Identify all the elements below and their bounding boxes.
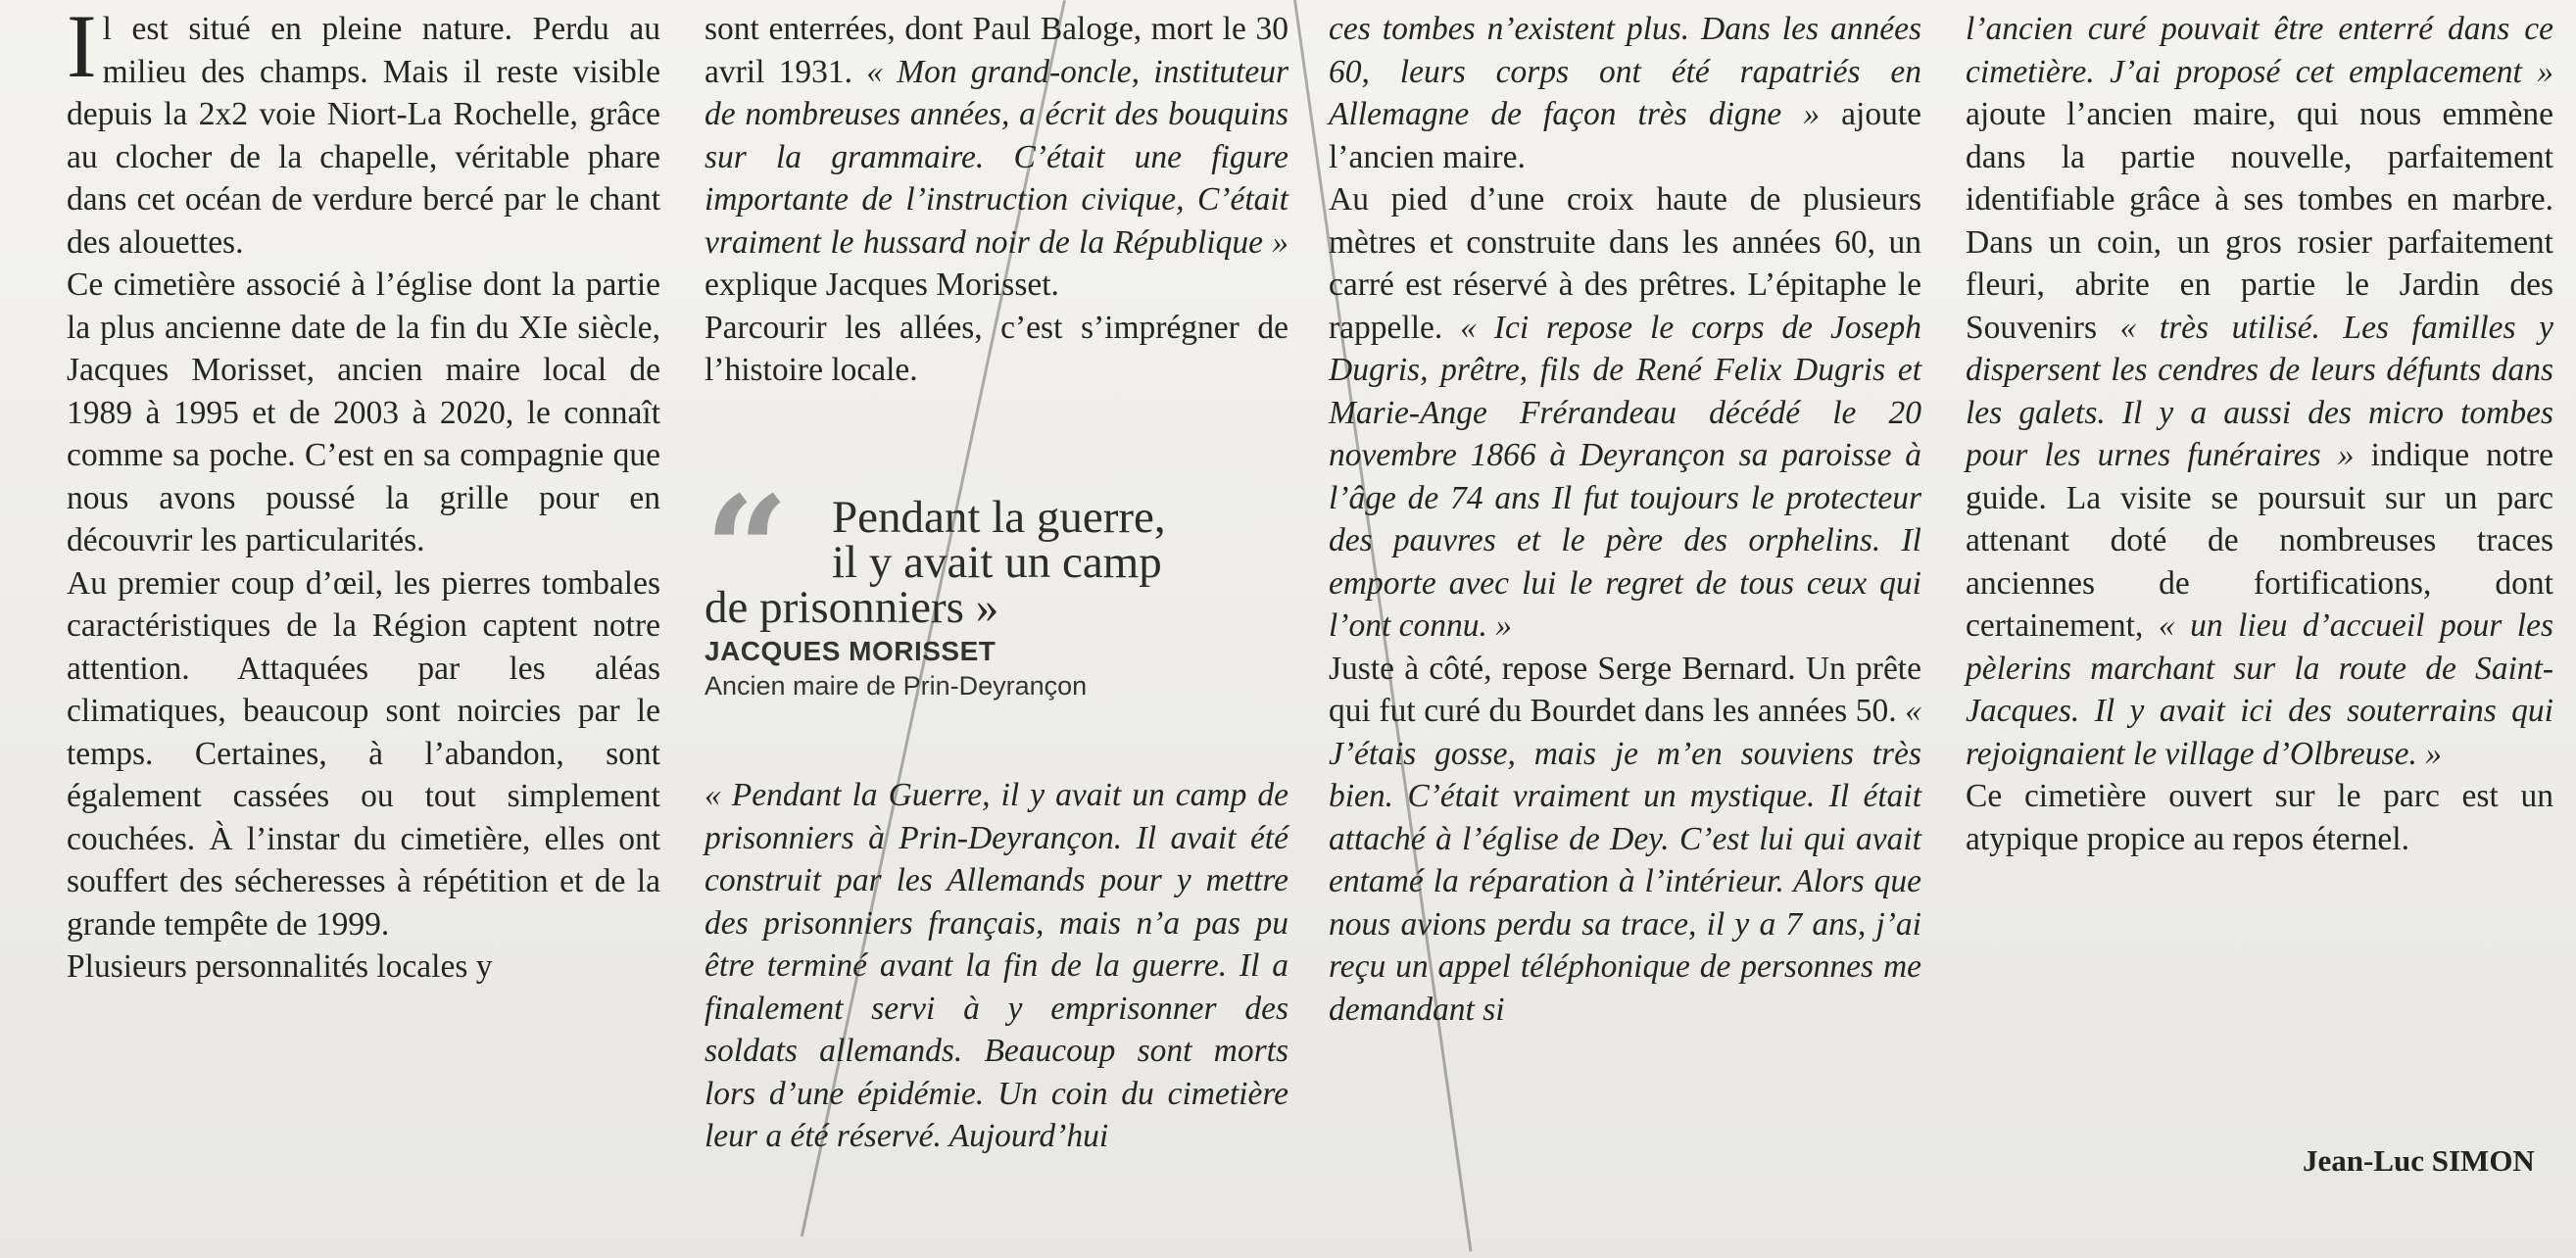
paragraph: Ce cimetière ouvert sur le parc est un atypique propice au repos éternel. xyxy=(1966,778,2553,857)
drop-cap: I xyxy=(67,0,97,96)
pull-quote-author: JACQUES MORISSET xyxy=(705,636,996,666)
paragraph: Au premier coup d’œil, les pierres tombales caractéristiques de la Région captent notre attention. Attaquées par les aléas climatiques, beaucoup sont noircies par le temps. Certaines, à l’abandon, sont également cassées ou tout simplement couchées. À l’instar du cimetière, elles ont souffert des sécheresses à répétition et de la grande tempête de 1999. xyxy=(67,564,660,943)
paragraph: Ce cimetière associé à l’église dont la partie la plus ancienne date de la fin du XIe siècle, Jacques Morisset, ancien maire local de 1989 à 1995 et de 2003 à 2020, le connaît comme sa poche. C’est en sa compagnie que nous avons poussé la grille pour en découvrir les particularités. xyxy=(67,266,660,558)
article-column-1 xyxy=(67,0,660,989)
paragraph: Au pied d’une croix haute de plusieurs mètres et construite dans les années 60, un carré est réservé à des prêtres. L’épitaphe le rappelle. « Ici repose le corps de Joseph Dugris, prêtre, fils de René Felix Dugris et Marie-Ange Frérandeau décédé le 20 novembre 1866 à Deyrançon sa paroisse à l’âge de 74 ans Il fut toujours le protecteur des pauvres et le père des orphelins. Il emporte avec lui le regret de tous ceux qui l’ont connu. » xyxy=(1329,181,1921,644)
paragraph: l’ancien curé pouvait être enterré dans ce cimetière. J’ai proposé cet emplacement » ajoute l’ancien maire, qui nous emmène dans la partie nouvelle, parfaitement identifiable grâce à ses tombes en marbre. Dans un coin, un gros rosier parfaitement fleuri, abrite en partie le Jardin des Souvenirs « très utilisé. Les familles y dispersent les cendres de leurs défunts dans les galets. Il y a aussi des micro tombes pour les urnes funéraires » indique notre guide. La visite se poursuit sur un parc attenant doté de nombreuses traces anciennes de fortifications, dont certainement, « un lieu d’accueil pour les pèlerins marchant sur la route de Saint-Jacques. Il y avait ici des souterrains qui rejoignaient le village d’Olbreuse. » xyxy=(1966,11,2553,772)
paragraph-intro: Il est situé en pleine nature. Perdu au milieu des champs. Mais il reste visible depuis la 2x2 voie Niort-La Rochelle, grâce au clocher de la chapelle, véritable phare dans cet océan de verdure bercé par le chant des alouettes. xyxy=(67,0,660,261)
quote-mark-icon: “ xyxy=(705,464,790,637)
author-signature: Jean-Luc SIMON xyxy=(2303,1143,2535,1178)
article-column-2-continued xyxy=(705,774,1288,1158)
article-column-2 xyxy=(705,8,1288,392)
pull-quote-text: Pendant la guerre, il y avait un camp de prisonniers » xyxy=(705,492,1166,633)
paragraph: Plusieurs personnalités locales y xyxy=(67,948,493,985)
paragraph: Juste à côté, repose Serge Bernard. Un prête qui fut curé du Bourdet dans les années 50. « J’étais gosse, mais je m’en souviens très bien. C’était vraiment un mystique. Il était attaché à l’église de Dey. C’est lui qui avait entamé la réparation à l’intérieur. Alors que nous avions perdu sa trace, il y a 7 ans, j’ai reçu un appel téléphonique de personnes me demandant si xyxy=(1329,650,1921,1028)
pull-quote xyxy=(705,464,1292,702)
paragraph: Parcourir les allées, c’est s’imprégner de l’histoire locale. xyxy=(705,309,1288,388)
paragraph: sont enterrées, dont Paul Baloge, mort le 30 avril 1931. « Mon grand-oncle, instituteur de nombreuses années, a écrit des bouquins sur la grammaire. C’était une figure importante de l’instruction civique, C’était vraiment le hussard noir de la République » explique Jacques Morisset. xyxy=(705,11,1289,303)
article-column-4 xyxy=(1966,8,2553,860)
paragraph: ces tombes n’existent plus. Dans les années 60, leurs corps ont été rapatriés en Allemagne de façon très digne » ajoute l’ancien maire. xyxy=(1329,11,1921,175)
pull-quote-role: Ancien maire de Prin-Deyrançon xyxy=(705,671,1088,701)
paragraph-quote: « Pendant la Guerre, il y avait un camp de prisonniers à Prin-Deyrançon. Il avait été construit par les Allemands pour y mettre des prisonniers français, mais n’a pas pu être terminé avant la fin de la guerre. Il a finalement servi à y emprisonner des soldats allemands. Beaucoup sont morts lors d’une épidémie. Un coin du cimetière leur a été réservé. Aujourd’hui xyxy=(705,777,1288,1154)
